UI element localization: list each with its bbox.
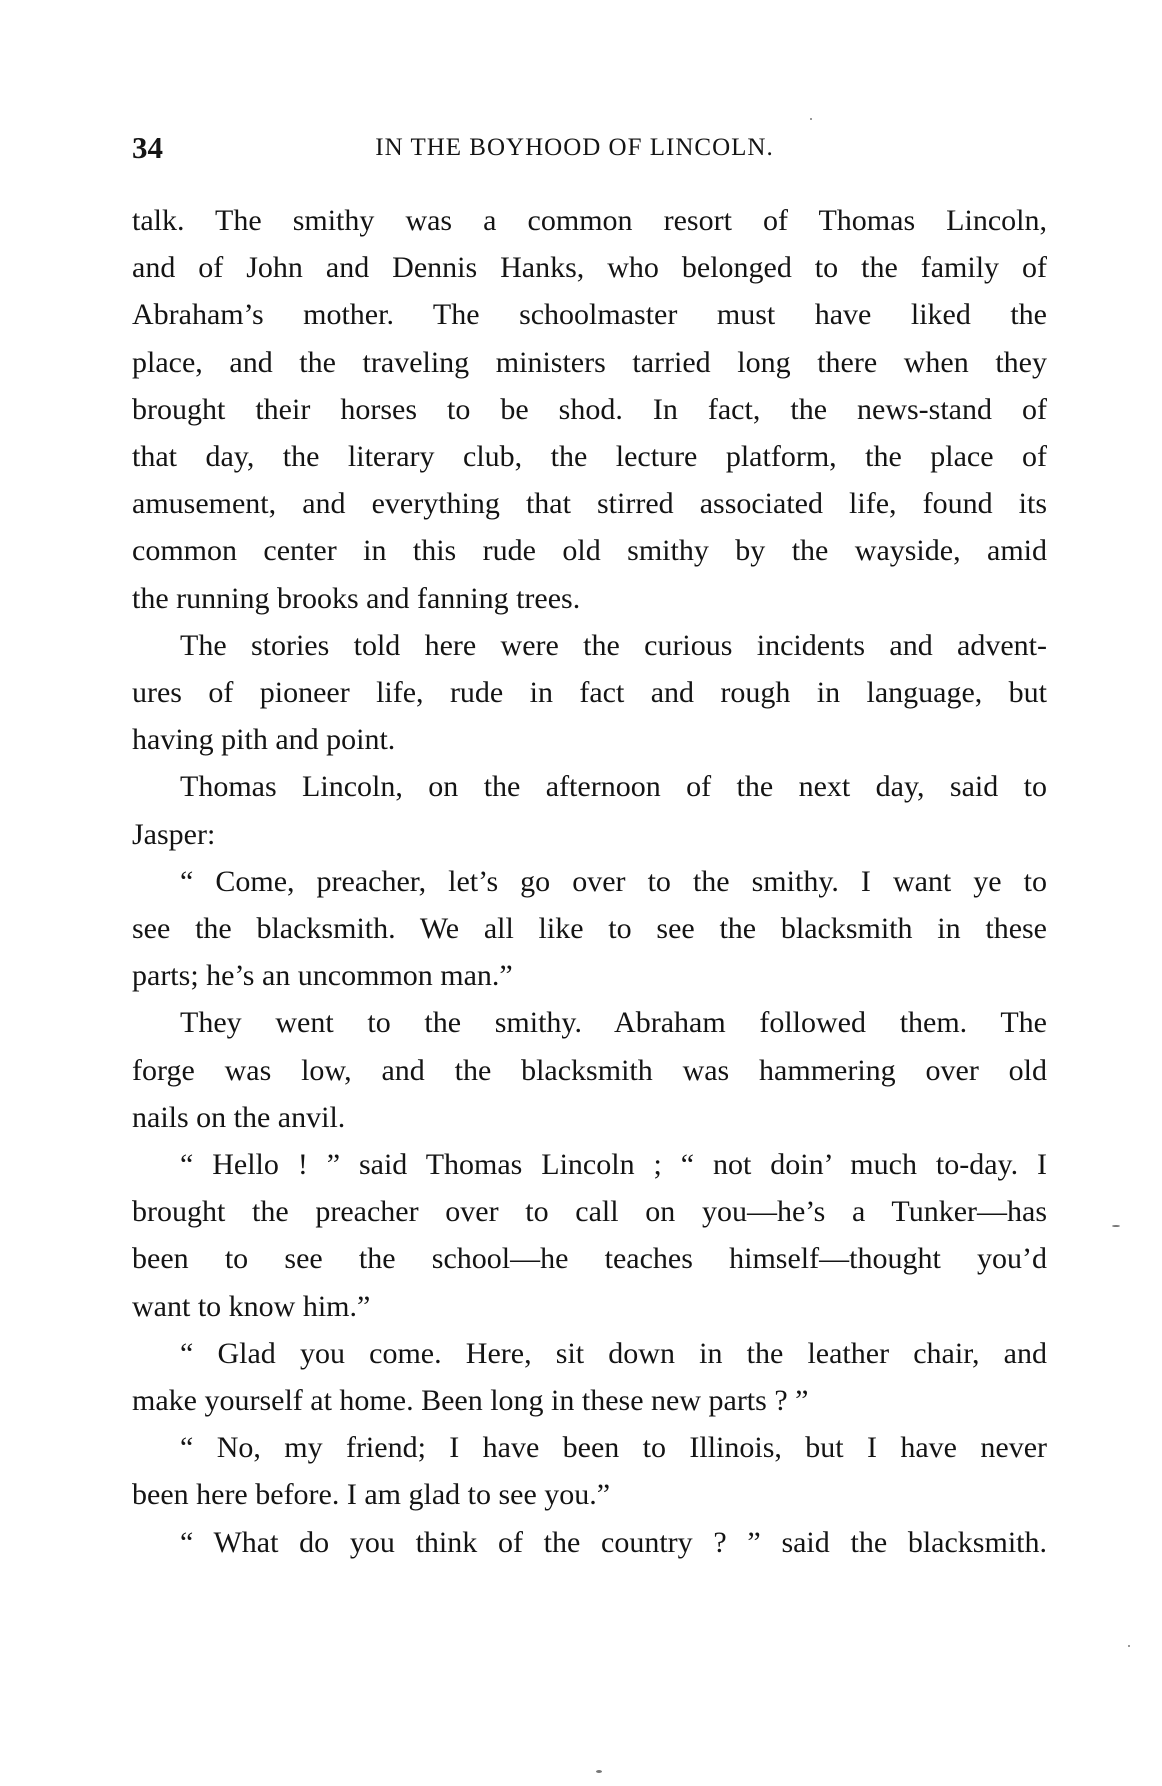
text-line: Abraham’s mother. The schoolmaster must have liked the	[132, 298, 1047, 332]
text-line: Thomas Lincoln, on the afternoon of the next day, said to	[180, 770, 1047, 804]
text-line: talk. The smithy was a common resort of Thomas Lincoln,	[132, 204, 1047, 237]
text-line: want to know him.”	[132, 1289, 371, 1323]
text-line: nails on the anvil.	[132, 1100, 346, 1134]
text-line: brought their horses to be shod. In fact, the news-stand of	[132, 392, 1047, 426]
paragraph	[132, 1519, 1047, 1566]
scan-speck	[1128, 1645, 1130, 1647]
text-line: They went to the smithy. Abraham followed them. The	[180, 1006, 1047, 1040]
page-number: 34	[132, 130, 163, 165]
text-line: “ Hello ! ” said Thomas Lincoln ; “ not doin’ much to-day. I	[180, 1148, 1047, 1182]
text-line: common center in this rude old smithy by the wayside, amid	[132, 534, 1047, 568]
text-line: “ No, my friend; I have been to Illinois, but I have never	[180, 1431, 1047, 1465]
text-line: “ Glad you come. Here, sit down in the leather chair, and	[180, 1336, 1047, 1370]
text-line: the running brooks and fanning trees.	[132, 581, 581, 615]
text-line: “ Come, preacher, let’s go over to the smithy. I want ye to	[180, 864, 1047, 898]
text-line: been here before. I am glad to see you.”	[132, 1478, 611, 1512]
text-line: that day, the literary club, the lecture platform, the place of	[132, 440, 1047, 474]
scan-speck	[596, 1770, 602, 1773]
page-header	[132, 124, 1047, 171]
paragraph	[132, 1424, 1047, 1518]
text-line: place, and the traveling ministers tarried long there when they	[132, 345, 1047, 379]
paragraph	[132, 763, 1047, 857]
text-line: make yourself at home. Been long in these new parts ? ”	[132, 1384, 809, 1418]
text-line: “ What do you think of the country ? ” said the blacksmith.	[180, 1525, 1047, 1559]
text-line: been to see the school—he teaches himself—thought you’d	[132, 1242, 1047, 1276]
paragraph	[132, 1141, 1047, 1330]
page-body-text	[132, 197, 1047, 1566]
text-line: Jasper:	[132, 817, 216, 851]
text-line: see the blacksmith. We all like to see the blacksmith in these	[132, 912, 1047, 946]
scan-speck	[1112, 1225, 1120, 1227]
text-line: The stories told here were the curious incidents and advent-	[180, 628, 1047, 662]
text-line: having pith and point.	[132, 723, 396, 757]
text-line: brought the preacher over to call on you—he’s a Tunker—has	[132, 1195, 1047, 1229]
text-line: amusement, and everything that stirred associated life, found its	[132, 487, 1047, 521]
paragraph	[132, 999, 1047, 1141]
text-line: ures of pioneer life, rude in fact and rough in language, but	[132, 676, 1047, 710]
paragraph	[132, 197, 1047, 622]
running-title: IN THE BOYHOOD OF LINCOLN.	[375, 134, 774, 161]
text-line: and of John and Dennis Hanks, who belonged to the family of	[132, 251, 1047, 285]
paragraph	[132, 1330, 1047, 1424]
text-line: parts; he’s an uncommon man.”	[132, 959, 513, 993]
text-line: forge was low, and the blacksmith was hammering over old	[132, 1053, 1047, 1087]
scan-speck	[810, 118, 812, 120]
paragraph	[132, 858, 1047, 1000]
paragraph	[132, 622, 1047, 764]
